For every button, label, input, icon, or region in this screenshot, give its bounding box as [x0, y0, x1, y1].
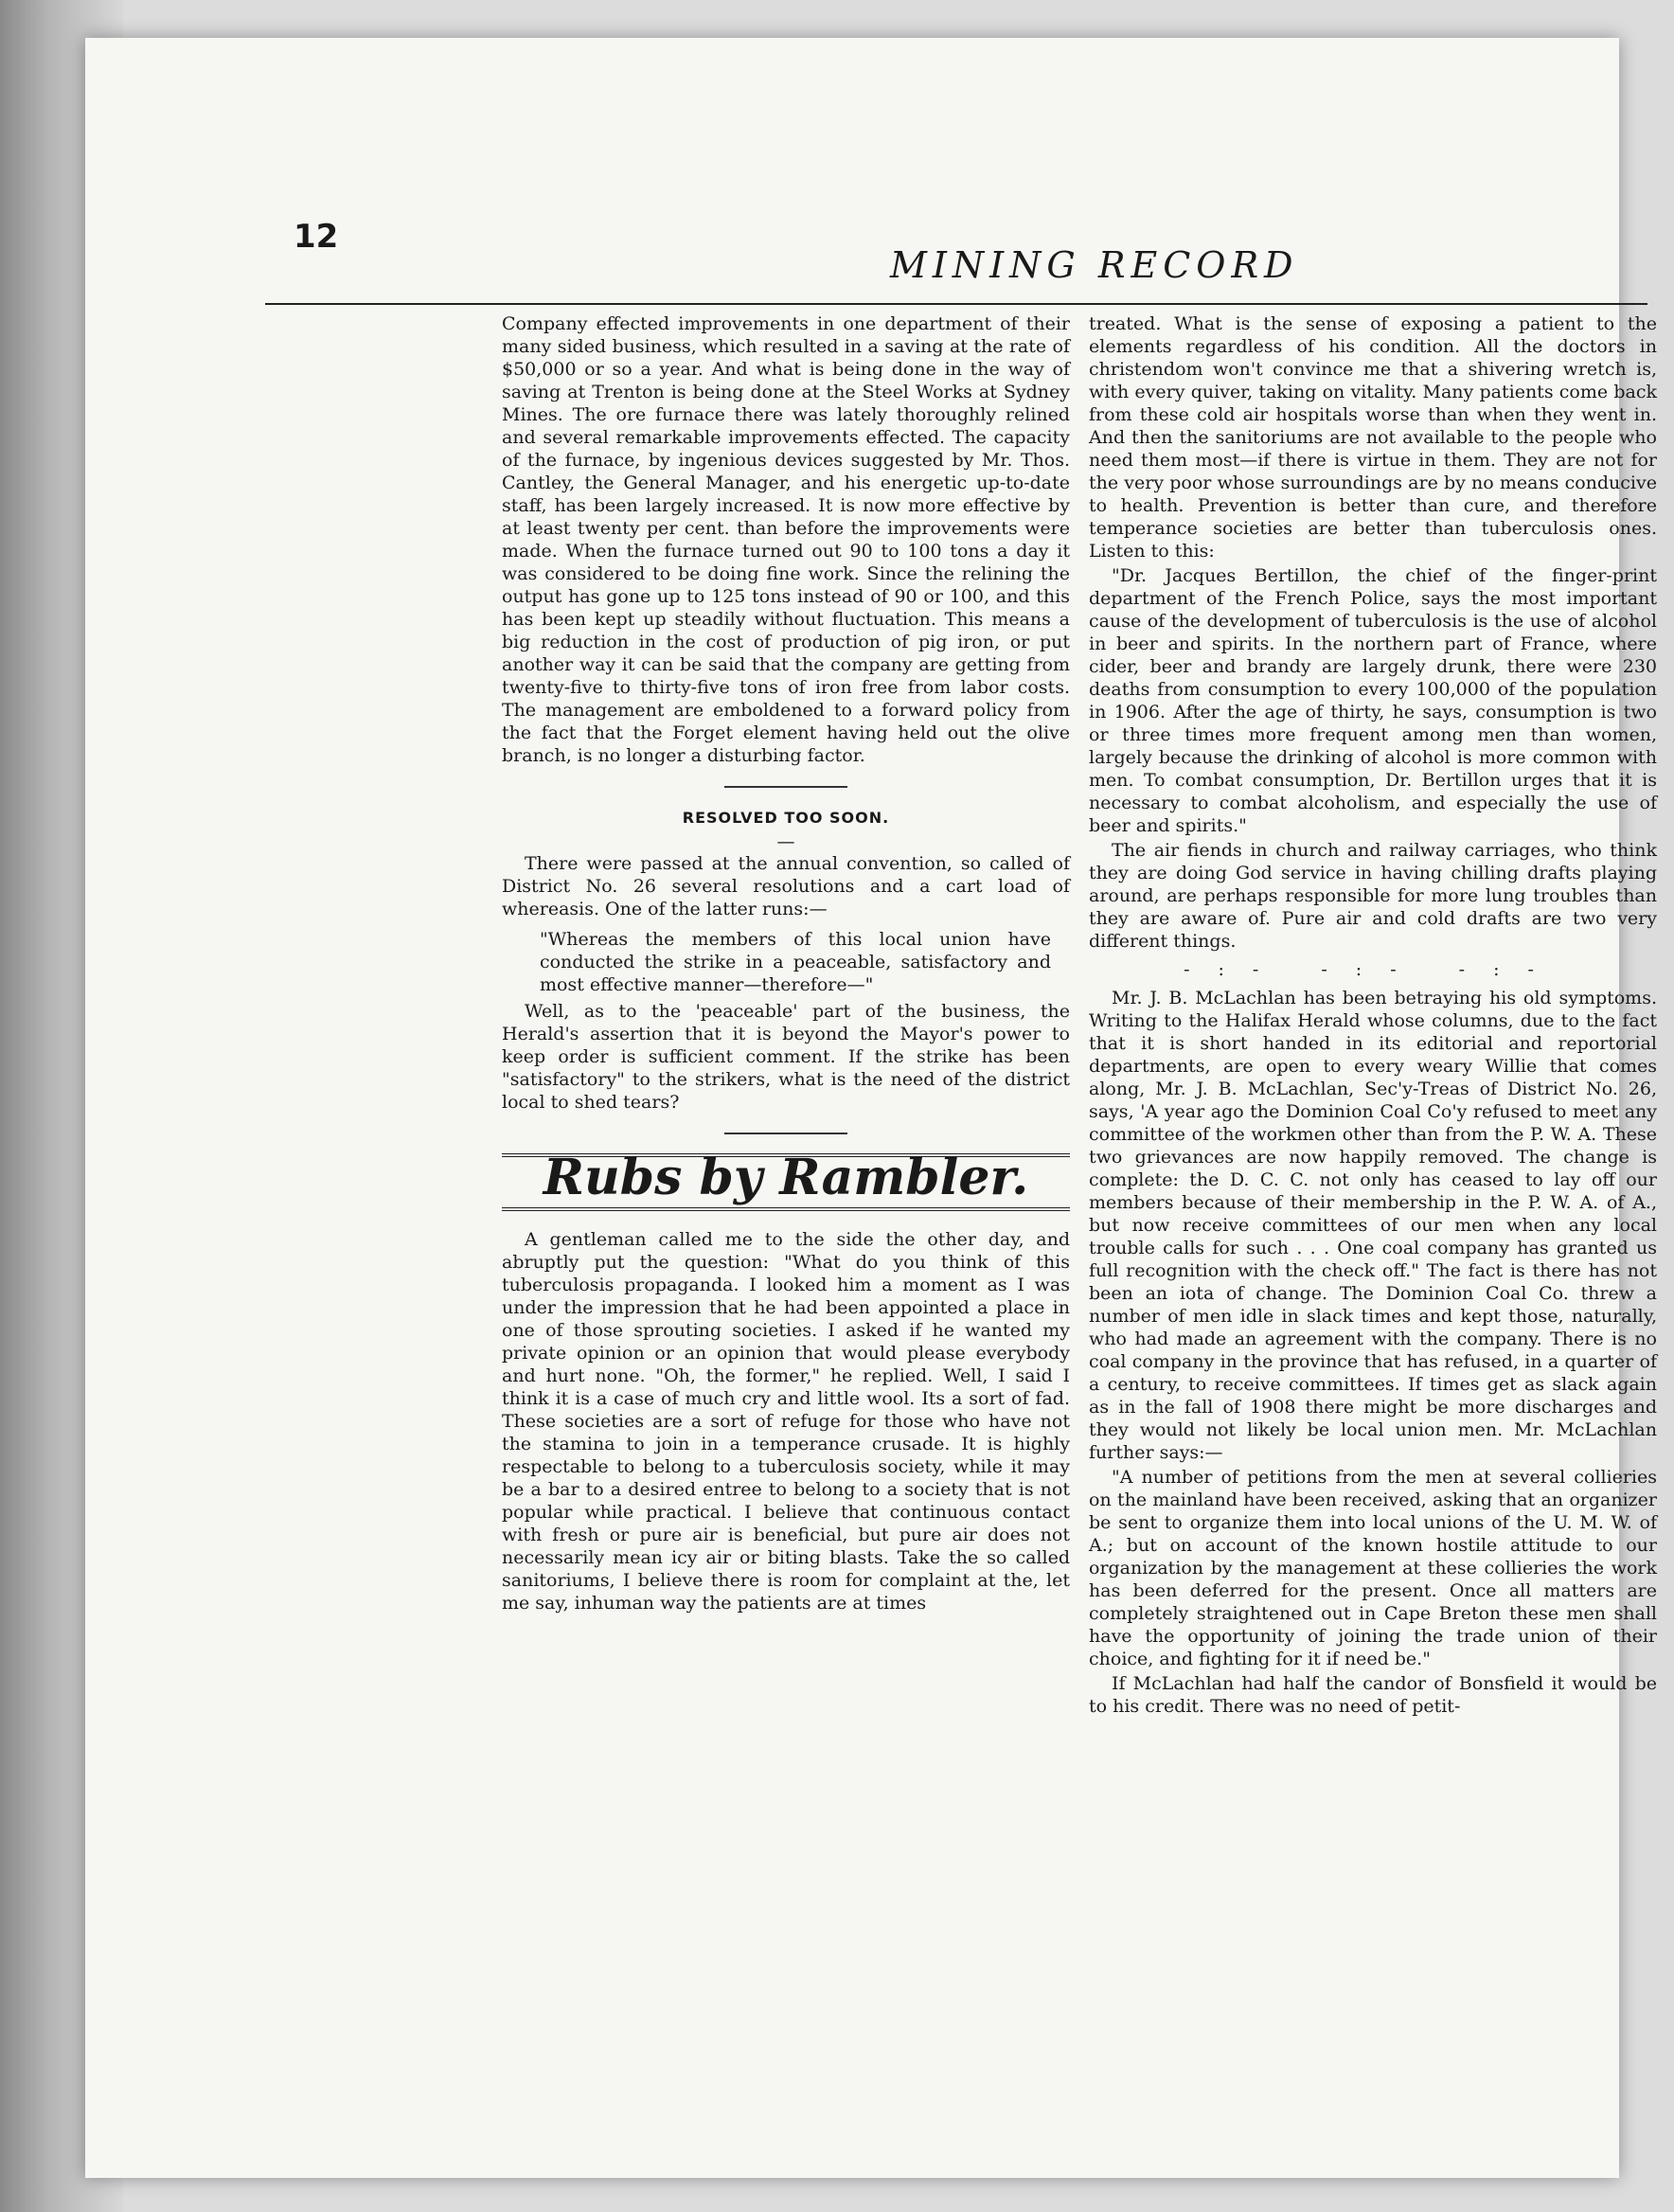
article-continuation: Company effected improvements in one department of their many sided business, which resulted in a saving at the rate of $50,000 or so a year. And what is being done in the way of saving at Trenton is being done at the Steel Works at Sydney Mines. The ore furnace there was lately thoroughly relined and several remarkable improvements effected. The capacity of the furnace, by ingenious devices suggested by Mr. Thos. Cantley, the General Manager, and his energetic up-to-date staff, has been largely increased. It is now more effective by at least twenty per cent. than before the improvements were made. When the furnace turned out 90 to 100 tons a day it was considered to be doing fine work. Since the relining the output has gone up to 125 tons instead of 90 or 100, and this has been kept up steadily without fluctuation. This means a big reduction in the cost of production of pig iron, or put another way it can be said that the company are getting from twenty-five to thirty-five tons of iron free from labor costs. The management are emboldened to a forward policy from the fact that the Forget element having held out the olive branch, is no longer a disturbing factor. — [502, 313, 1070, 766]
right-paragraph: "A number of petitions from the men at several collieries on the mainland have been received, asking that an organizer be sent to organize them into local unions of the U. M. W. of A.; but on account of the known hostile attitude to our organization by the management at these collieries the work has been deferred for the present. Once all matters are completely straightened out in Cape Breton these men shall have the opportunity of joining the trade union of their choice, and fighting for it if need be." — [1089, 1467, 1657, 1669]
right-paragraph: Mr. J. B. McLachlan has been betraying his old symptoms. Writing to the Halifax Herald whose columns, due to the fact that it is short handed in its editorial and reportorial departments, are open to every weary Willie that comes along, Mr. J. B. McLachlan, Sec'y-Treas of District No. 26, says, 'A year ago the Dominion Coal Co'y refused to meet any committee of the workmen other than from the P. W. A. These two grievances are now happily removed. The change is complete: the D. C. C. not only has ceased to lay off our members because of their membership in the P. W. A. of A., but now receive committees of our men when any local trouble calls for such . . . One coal company has granted us full recognition with the check off." The fact is there has not been an iota of change. The Dominion Coal Co. threw a number of men idle in slack times and kept those, naturally, who had made an agreement with the company. There is no coal company in the province that has refused, in a quarter of a century, to receive committees. If times get as slack again as in the fall of 1908 there might be more discharges and they would not likely be local union men. Mr. McLachlan further says:— — [1089, 988, 1657, 1463]
heading-dash: — — [776, 831, 795, 852]
rambler-banner — [502, 1149, 1070, 1211]
section-heading-resolved: RESOLVED TOO SOON. — [682, 809, 890, 827]
right-paragraph: treated. What is the sense of exposing a patient to the elements regardless of his condition. All the doctors in christendom won't convince me that a shivering wretch is, with every quiver, taking on vitality. Many patients come back from these cold air hospitals worse than when they went in. And then the sanitoriums are not available to the people who need them most—if there is virtue in them. They are not for the very poor whose surroundings are by no means conducive to health. Prevention is better than cure, and therefore temperance societies are better than tuberculosis ones. Listen to this: — [1089, 313, 1657, 562]
section-divider — [724, 1133, 847, 1134]
right-paragraph: "Dr. Jacques Bertillon, the chief of the finger-print department of the French Police, says the most important cause of the development of tuberculosis is the use of alcohol in beer and spirits. In the northern part of France, where cider, beer and brandy are largely drunk, there were 230 deaths from consumption to every 100,000 of the population in 1906. After the age of thirty, he says, consumption is two or three times more frequent among men than women, largely because the drinking of alcohol is more common with men. To combat consumption, Dr. Bertillon urges that it is necessary to combat alcoholism, and especially the use of beer and spirits." — [1089, 565, 1657, 836]
resolved-comment: Well, as to the 'peaceable' part of the business, the Herald's assertion that it is beyond the Mayor's power to keep order is sufficient comment. If the strike has been "satisfactory" to the strikers, what is the need of the district local to shed tears? — [502, 1001, 1070, 1113]
right-paragraph: If McLachlan had half the candor of Bonsfield it would be to his credit. There was no need of petit- — [1089, 1673, 1657, 1717]
left-column — [502, 312, 1070, 1616]
section-divider — [724, 786, 847, 788]
right-paragraph: The air fiends in church and railway carriages, who think they are doing God service in having chilling drafts playing around, are perhaps responsible for more lung troubles than they are aware of. Pure air and cold drafts are two very different things. — [1089, 840, 1657, 952]
right-column — [1089, 312, 1657, 1720]
page-header — [265, 218, 1647, 305]
resolved-quote: "Whereas the members of this local union have conducted the strike in a peaceable, satisfactory and most effective manner—therefore—" — [540, 929, 1051, 995]
resolved-intro: There were passed at the annual convention, so called of District No. 26 several resolutions and a cart load of whereasis. One of the latter runs:— — [502, 853, 1070, 919]
page-sheet — [85, 38, 1657, 2178]
rambler-title: Rubs by Rambler. — [543, 1149, 1029, 1206]
page-content — [265, 218, 1657, 2197]
journal-title: MINING RECORD — [890, 244, 1299, 286]
separator: -:- -:- -:- — [1184, 959, 1562, 980]
page-number: 12 — [294, 218, 339, 256]
rambler-text: A gentleman called me to the side the other day, and abruptly put the question: "What do you think of this tuberculosis propaganda. I looked him a moment as I was under the impression that he had been appointed a place in one of those sprouting societies. I asked if he wanted my private opinion or an opinion that would please everybody and hurt none. "Oh, the former," he replied. Well, I said I think it is a case of much cry and little wool. Its a sort of fad. These societies are a sort of refuge for those who have not the stamina to join in a temperance crusade. It is highly respectable to belong to a tuberculosis society, while it may be a bar to a desired entree to belong to a society that is not popular while practical. I believe that continuous contact with fresh or pure air is beneficial, but pure air does not necessarily mean icy air or biting blasts. Take the so called sanitoriums, I believe there is room for complaint at the, let me say, inhuman way the patients are at times — [502, 1229, 1070, 1614]
